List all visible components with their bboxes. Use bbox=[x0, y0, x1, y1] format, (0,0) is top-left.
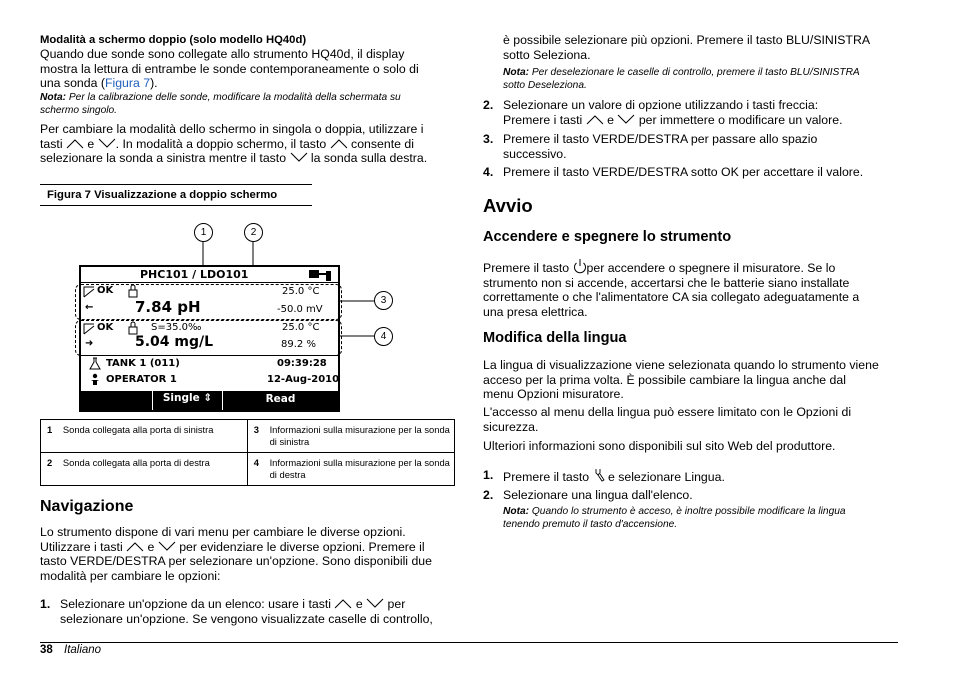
softkey-bar bbox=[81, 391, 338, 410]
change-mode-paragraph: Per cambiare la modalità dello schermo in singola o doppia, utilizzare i tasti e . In modalità a doppio schermo, il tasto consente di selezionare la sonda a sinistra mentre il tasto la sonda sulla destra. bbox=[40, 122, 428, 166]
flask-icon bbox=[89, 357, 101, 370]
up-arrow-key-icon bbox=[586, 114, 604, 125]
probe-1-temperature: 25.0 °C bbox=[282, 286, 320, 297]
slope-icon bbox=[83, 323, 95, 335]
figure-7-link[interactable]: Figura 7 bbox=[104, 76, 151, 91]
navigation-heading: Navigazione bbox=[40, 498, 134, 515]
right-arrow-icon: ➜ bbox=[85, 338, 94, 349]
footer-rule bbox=[40, 642, 898, 643]
dual-screen-paragraph: Quando due sonde sono collegate allo strumento HQ40d, il display mostra la lettura di entrambe le sonde contemporaneamente o solo di una sonda (Figura 7). bbox=[40, 47, 419, 91]
probe-2-salinity: S=35.0‰ bbox=[151, 322, 202, 333]
figure-title: Figura 7 Visualizzazione a doppio schermo bbox=[47, 189, 278, 201]
probe-1-reading: 7.84 pH bbox=[135, 298, 201, 316]
softkey-left[interactable] bbox=[81, 391, 151, 410]
operator-id: OPERATOR 1 bbox=[106, 374, 177, 385]
probe-1-status: OK bbox=[97, 285, 114, 296]
softkey-single[interactable]: Single ⇕ bbox=[162, 392, 213, 404]
callout-2: 2 bbox=[244, 223, 263, 242]
meter-display bbox=[79, 265, 340, 412]
power-icon bbox=[573, 258, 587, 274]
page-number: 38 bbox=[40, 644, 53, 656]
probe-2-reading: 5.04 mg/L bbox=[135, 334, 214, 350]
language-paragraph-1: La lingua di visualizzazione viene selezionata quando lo strumento viene acceso per la prima volta. È possibile cambiare la lingua anche dal menu Opzioni misuratore. bbox=[483, 358, 879, 402]
probe-1-mv: -50.0 mV bbox=[277, 304, 323, 315]
footer-language: Italiano bbox=[64, 644, 102, 656]
display-header: PHC101 / LDO101 bbox=[140, 268, 249, 281]
down-arrow-key-icon bbox=[366, 598, 384, 609]
callout-3: 3 bbox=[374, 291, 393, 310]
sample-id: TANK 1 (011) bbox=[106, 358, 180, 369]
avvio-heading: Avvio bbox=[483, 195, 533, 216]
dual-screen-heading: Modalità a schermo doppio (solo modello HQ40d) bbox=[40, 34, 307, 46]
clock-time: 09:39:28 bbox=[277, 358, 327, 369]
language-heading: Modifica della lingua bbox=[483, 330, 627, 346]
callout-4: 4 bbox=[374, 327, 393, 346]
lock-icon bbox=[128, 284, 138, 298]
language-note: Nota: Quando lo strumento è acceso, è inoltre possibile modificare la lingua tenendo premuto il tasto d'accensione. bbox=[503, 506, 846, 530]
up-down-arrow-icon: ⇕ bbox=[203, 392, 213, 404]
page-footer bbox=[40, 644, 101, 656]
navigation-paragraph: Lo strumento dispone di vari menu per cambiare le diverse opzioni. Utilizzare i tasti e per evidenziare le diverse opzioni. Premere il tasto VERDE/DESTRA per selezionare un'opzione. Sono disponibili due modalità per cambiare le opzioni: bbox=[40, 525, 432, 583]
probe-2-percent: 89.2 % bbox=[281, 339, 316, 350]
probe-2-temperature: 25.0 °C bbox=[282, 322, 320, 333]
softkey-read[interactable]: Read bbox=[265, 393, 296, 405]
up-arrow-key-icon bbox=[126, 541, 144, 552]
wrench-settings-icon bbox=[593, 468, 605, 483]
language-paragraph-2: L'accesso al menu della lingua può essere limitato con le Opzioni di sicurezza. bbox=[483, 405, 852, 434]
up-arrow-key-icon bbox=[334, 598, 352, 609]
left-arrow-icon: ← bbox=[85, 302, 94, 313]
step-1-continuation: è possibile selezionare più opzioni. Premere il tasto BLU/SINISTRA sotto Seleziona. bbox=[503, 33, 871, 62]
down-arrow-key-icon bbox=[617, 114, 635, 125]
lock-icon bbox=[128, 321, 138, 335]
calibration-note: Nota: Per la calibrazione delle sonde, modificare la modalità della schermata su schermo singolo. bbox=[40, 92, 401, 116]
probe-connector-icon bbox=[307, 268, 333, 282]
callout-1: 1 bbox=[194, 223, 213, 242]
power-heading: Accendere e spegnere lo strumento bbox=[483, 229, 732, 245]
probe-2-status: OK bbox=[97, 322, 114, 333]
language-paragraph-3: Ulteriori informazioni sono disponibili sul sito Web del produttore. bbox=[483, 439, 836, 453]
display-date: 12-Aug-2010 bbox=[267, 374, 340, 385]
power-paragraph: Premere il tasto per accendere o spegnere il misuratore. Se lo strumento non si accende, accertarsi che le batterie siano installate correttamente o che l'alimentatore CA sia collegato adeguatamente a una presa elettrica. bbox=[483, 258, 859, 319]
operator-icon bbox=[90, 373, 100, 386]
down-arrow-key-icon bbox=[158, 541, 176, 552]
deselect-note: Nota: Per deselezionare le caselle di controllo, premere il tasto BLU/SINISTRA sotto Deseleziona. bbox=[503, 67, 860, 91]
slope-icon bbox=[83, 286, 95, 298]
figure-legend-table: 1 Sonda collegata alla porta di sinistra 3 Informazioni sulla misurazione per la sonda di sinistra 2 Sonda collegata alla porta di destra 4 Informazioni sulla misurazione per la sonda di destra bbox=[40, 419, 455, 486]
